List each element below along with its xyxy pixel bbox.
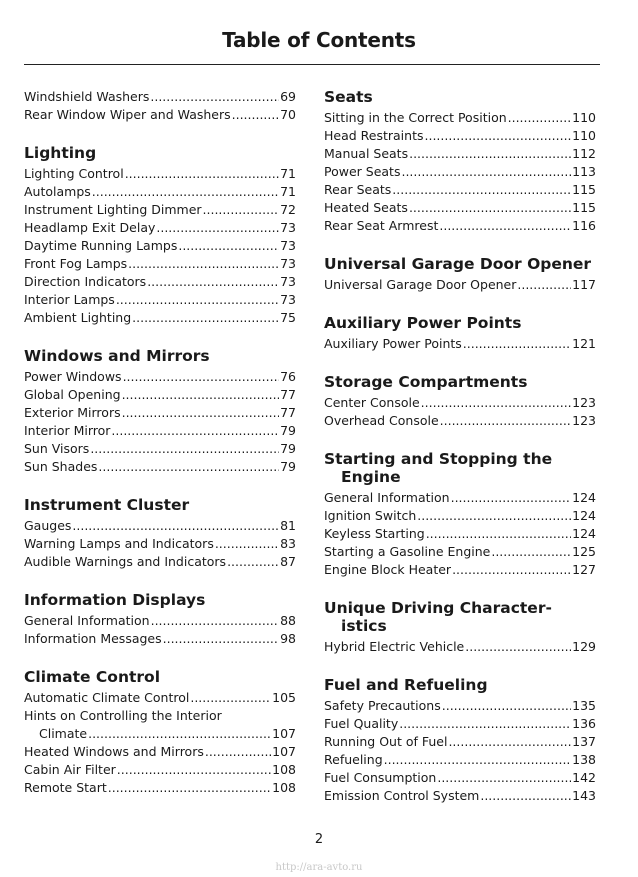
toc-entry[interactable]: Headlamp Exit Delay ..... 73 [24, 219, 296, 237]
toc-entry[interactable]: Fuel Consumption ..... 142 [324, 769, 596, 787]
toc-entry[interactable]: Center Console ..... 123 [324, 394, 596, 412]
toc-entry[interactable]: Head Restraints ..... 110 [324, 127, 596, 145]
toc-entry[interactable]: Starting a Gasoline Engine ..... 125 [324, 543, 596, 561]
toc-entry[interactable]: Safety Precautions ..... 135 [324, 697, 596, 715]
toc-entry[interactable]: Cabin Air Filter ..... 108 [24, 761, 296, 779]
toc-entry[interactable]: Front Fog Lamps ..... 73 [24, 255, 296, 273]
section-heading: Windows and Mirrors [24, 347, 210, 365]
section-heading: Instrument Cluster [24, 496, 190, 514]
section-heading: Auxiliary Power Points [324, 314, 522, 332]
toc-entry[interactable]: Power Windows ..... 76 [24, 368, 296, 386]
toc-entry[interactable]: Instrument Lighting Dimmer ..... 72 [24, 201, 296, 219]
toc-entry[interactable]: Refueling ..... 138 [324, 751, 596, 769]
section-instrument-cluster [24, 496, 296, 571]
toc-entry-windshield-washers[interactable]: Windshield Washers ..... 69 [24, 88, 296, 106]
section-power-points [324, 314, 596, 353]
toc-entry[interactable]: Manual Seats ..... 112 [324, 145, 596, 163]
section-windows-mirrors [24, 347, 296, 476]
section-climate-control [24, 668, 296, 797]
section-heading: Starting and Stopping the Engine [324, 450, 553, 486]
toc-entry[interactable]: Heated Windows and Mirrors ..... 107 [24, 743, 296, 761]
toc-entry[interactable]: Auxiliary Power Points ..... 121 [324, 335, 596, 353]
toc-entry[interactable]: Heated Seats ..... 115 [324, 199, 596, 217]
section-heading: Information Displays [24, 591, 206, 609]
toc-entry[interactable]: Autolamps ..... 71 [24, 183, 296, 201]
section-fuel-refueling [324, 676, 596, 805]
toc-entry[interactable]: Universal Garage Door Opener ..... 117 [324, 276, 596, 294]
page-title: Table of Contents [222, 28, 416, 52]
right-column [324, 88, 596, 805]
toc-entry[interactable]: General Information ..... 88 [24, 612, 296, 630]
toc-entry[interactable]: Global Opening ..... 77 [24, 386, 296, 404]
watermark: http://ara-avto.ru [275, 862, 363, 873]
title-rule [24, 64, 600, 65]
left-column [24, 88, 296, 797]
page-number: 2 [314, 832, 324, 847]
toc-entry[interactable]: Ambient Lighting ..... 75 [24, 309, 296, 327]
section-heading: Lighting [24, 144, 97, 162]
toc-entry[interactable]: Ignition Switch ..... 124 [324, 507, 596, 525]
toc-entry[interactable]: Engine Block Heater ..... 127 [324, 561, 596, 579]
toc-entry-interior-climate-hints[interactable]: Hints on Controlling the Interior Climate ..... 107 [24, 707, 296, 743]
section-heading: Climate Control [24, 668, 161, 686]
section-information-displays [24, 591, 296, 648]
toc-entry[interactable]: Automatic Climate Control ..... 105 [24, 689, 296, 707]
section-heading: Seats [324, 88, 373, 106]
toc-entry[interactable]: Warning Lamps and Indicators ..... 83 [24, 535, 296, 553]
toc-entry[interactable]: Information Messages ..... 98 [24, 630, 296, 648]
section-starting-stopping [324, 450, 596, 579]
toc-entry[interactable]: Hybrid Electric Vehicle ..... 129 [324, 638, 596, 656]
toc-entry[interactable]: Keyless Starting ..... 124 [324, 525, 596, 543]
toc-entry[interactable]: Audible Warnings and Indicators ..... 87 [24, 553, 296, 571]
toc-entry[interactable]: Rear Seats ..... 115 [324, 181, 596, 199]
section-heading: Storage Compartments [324, 373, 528, 391]
section-heading: Fuel and Refueling [324, 676, 488, 694]
toc-entry[interactable]: Daytime Running Lamps ..... 73 [24, 237, 296, 255]
toc-entry[interactable]: Exterior Mirrors ..... 77 [24, 404, 296, 422]
section-unique-driving [324, 599, 596, 656]
section-garage-door [324, 255, 596, 294]
section-heading: Unique Driving Character-istics [324, 599, 552, 635]
toc-entry[interactable]: Sun Shades ..... 79 [24, 458, 296, 476]
section-heading: Universal Garage Door Opener [324, 255, 592, 273]
toc-entry[interactable]: General Information ..... 124 [324, 489, 596, 507]
section-wipers [24, 88, 296, 124]
toc-entry-rear-window-wiper[interactable]: Rear Window Wiper and Washers ..... 70 [24, 106, 296, 124]
toc-entry[interactable]: Overhead Console ..... 123 [324, 412, 596, 430]
toc-entry[interactable]: Power Seats ..... 113 [324, 163, 596, 181]
toc-entry[interactable]: Sitting in the Correct Position ..... 110 [324, 109, 596, 127]
toc-entry[interactable]: Rear Seat Armrest ..... 116 [324, 217, 596, 235]
toc-entry[interactable]: Interior Lamps ..... 73 [24, 291, 296, 309]
toc-entry[interactable]: Emission Control System ..... 143 [324, 787, 596, 805]
toc-entry[interactable]: Running Out of Fuel ..... 137 [324, 733, 596, 751]
toc-entry[interactable]: Direction Indicators ..... 73 [24, 273, 296, 291]
toc-entry[interactable]: Interior Mirror ..... 79 [24, 422, 296, 440]
toc-entry[interactable]: Remote Start ..... 108 [24, 779, 296, 797]
toc-entry[interactable]: Sun Visors ..... 79 [24, 440, 296, 458]
section-storage [324, 373, 596, 430]
section-lighting [24, 144, 296, 327]
toc-entry[interactable]: Gauges ..... 81 [24, 517, 296, 535]
toc-entry[interactable]: Lighting Control ..... 71 [24, 165, 296, 183]
toc-entry[interactable]: Fuel Quality ..... 136 [324, 715, 596, 733]
section-seats [324, 88, 596, 235]
